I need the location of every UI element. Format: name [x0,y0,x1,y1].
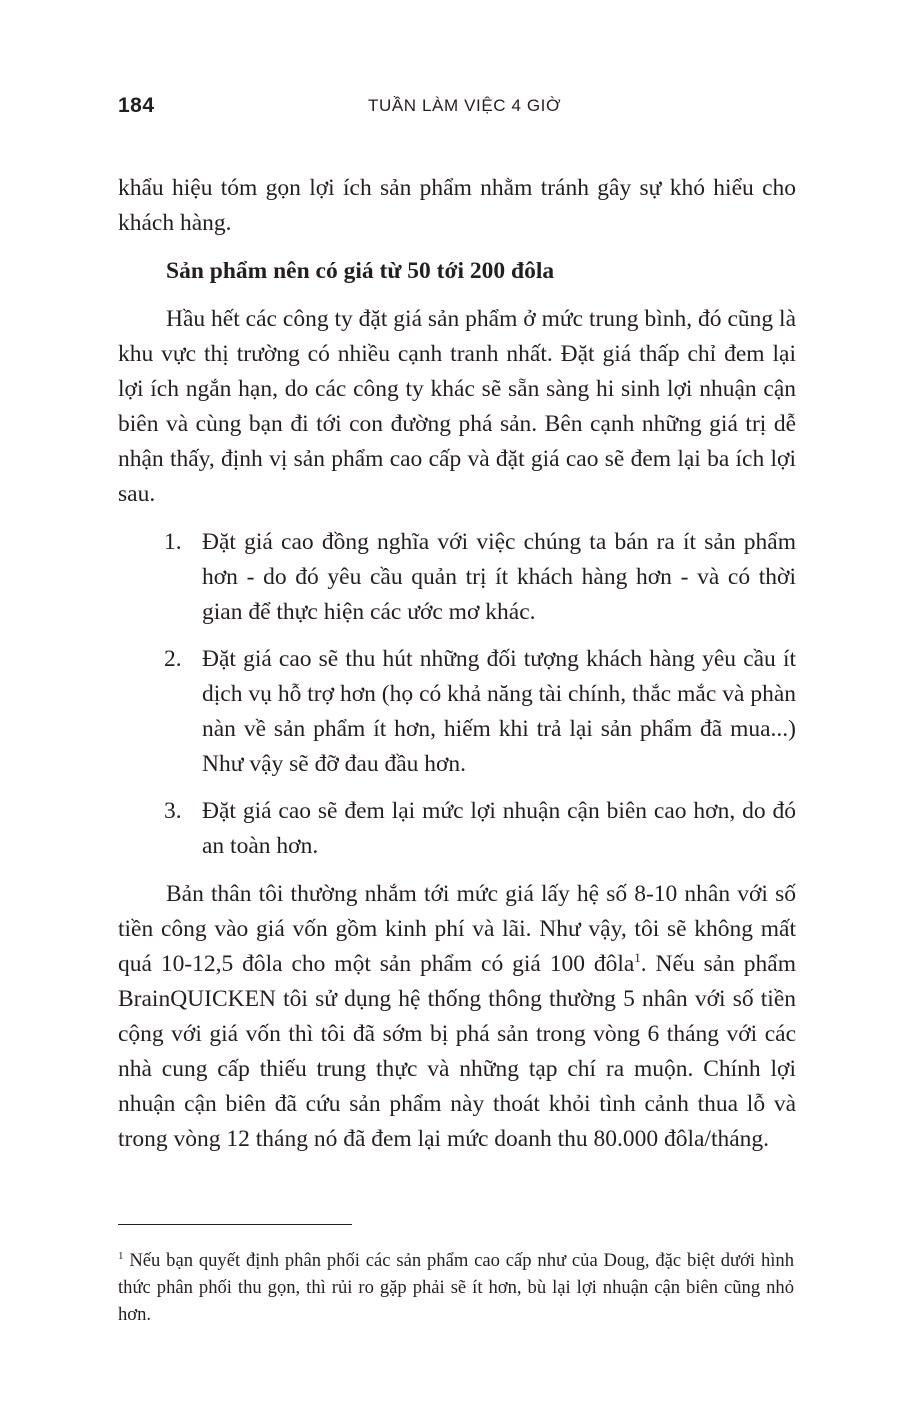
intro-paragraph: Hầu hết các công ty đặt giá sản phẩm ở mức trung bình, đó cũng là khu vực thị trường có nhiều cạnh tranh nhất. Đặt giá thấp chỉ đem lại lợi ích ngắn hạn, do các công ty khác sẽ sẵn sàng hi sinh lợi nhuận cận biên và cùng bạn đi tới con đường phá sản. Bên cạnh những giá trị dễ nhận thấy, định vị sản phẩm cao cấp và đặt giá cao sẽ đem lại ba ích lợi sau. [118,306,796,507]
list-item-text: Đặt giá cao đồng nghĩa với việc chúng ta bán ra ít sản phẩm hơn - do đó yêu cầu quản trị ít khách hàng hơn - và có thời gian để thực hiện các ước mơ khác. [202,529,796,625]
section-heading: Sản phẩm nên có giá từ 50 tới 200 đôla [166,258,555,284]
list-item-number: 2. [164,646,182,672]
final-paragraph [118,877,796,1157]
final-paragraph-part2: . Nếu sản phẩm BrainQUICKEN tôi sử dụng hệ thống thông thường 5 nhân với số tiền cộng với giá vốn thì tôi đã sớm bị phá sản trong vòng 6 tháng với các nhà cung cấp thiếu trung thực và những tạp chí ra muộn. Chính lợi nhuận cận biên đã cứu sản phẩm này thoát khỏi tình cảnh thua lỗ và trong vòng 12 tháng nó đã đem lại mức doanh thu 80.000 đôla/tháng. [118,951,797,1152]
list-item-text: Đặt giá cao sẽ đem lại mức lợi nhuận cận biên cao hơn, do đó an toàn hơn. [202,798,796,859]
list-item-number: 1. [164,529,182,555]
page-number: 184 [118,94,155,117]
benefits-list [118,525,796,864]
list-item [118,794,796,864]
body-text [118,171,796,1157]
footnote-reference[interactable]: 1 [634,950,641,965]
list-item-number: 3. [164,798,182,824]
page-header [118,94,792,124]
footnote-marker: 1 [118,1250,124,1262]
list-item [118,525,796,630]
continuation-paragraph: khẩu hiệu tóm gọn lợi ích sản phẩm nhằm tránh gây sự khó hiểu cho khách hàng. [118,175,796,236]
running-title: TUẦN LÀM VIỆC 4 GIỜ [368,96,562,115]
footnote [118,1247,794,1328]
list-item [118,642,796,782]
final-paragraph-part1: Bản thân tôi thường nhắm tới mức giá lấy hệ số 8-10 nhân với số tiền công vào giá vốn gồm kinh phí và lãi. Như vậy, tôi sẽ không mất quá 10-12,5 đôla cho một sản phẩm có giá 100 đôla [118,881,796,977]
footnote-divider [118,1224,352,1225]
list-item-text: Đặt giá cao sẽ thu hút những đối tượng khách hàng yêu cầu ít dịch vụ hỗ trợ hơn (họ có khả năng tài chính, thắc mắc và phàn nàn về sản phẩm ít hơn, hiếm khi trả lại sản phẩm đã mua...) Như vậy sẽ đỡ đau đầu hơn. [202,646,796,777]
footnote-text: Nếu bạn quyết định phân phối các sản phẩm cao cấp như của Doug, đặc biệt dưới hình thức phân phối thu gọn, thì rủi ro gặp phải sẽ ít hơn, bù lại lợi nhuận cận biên cũng nhỏ hơn. [118,1250,794,1325]
